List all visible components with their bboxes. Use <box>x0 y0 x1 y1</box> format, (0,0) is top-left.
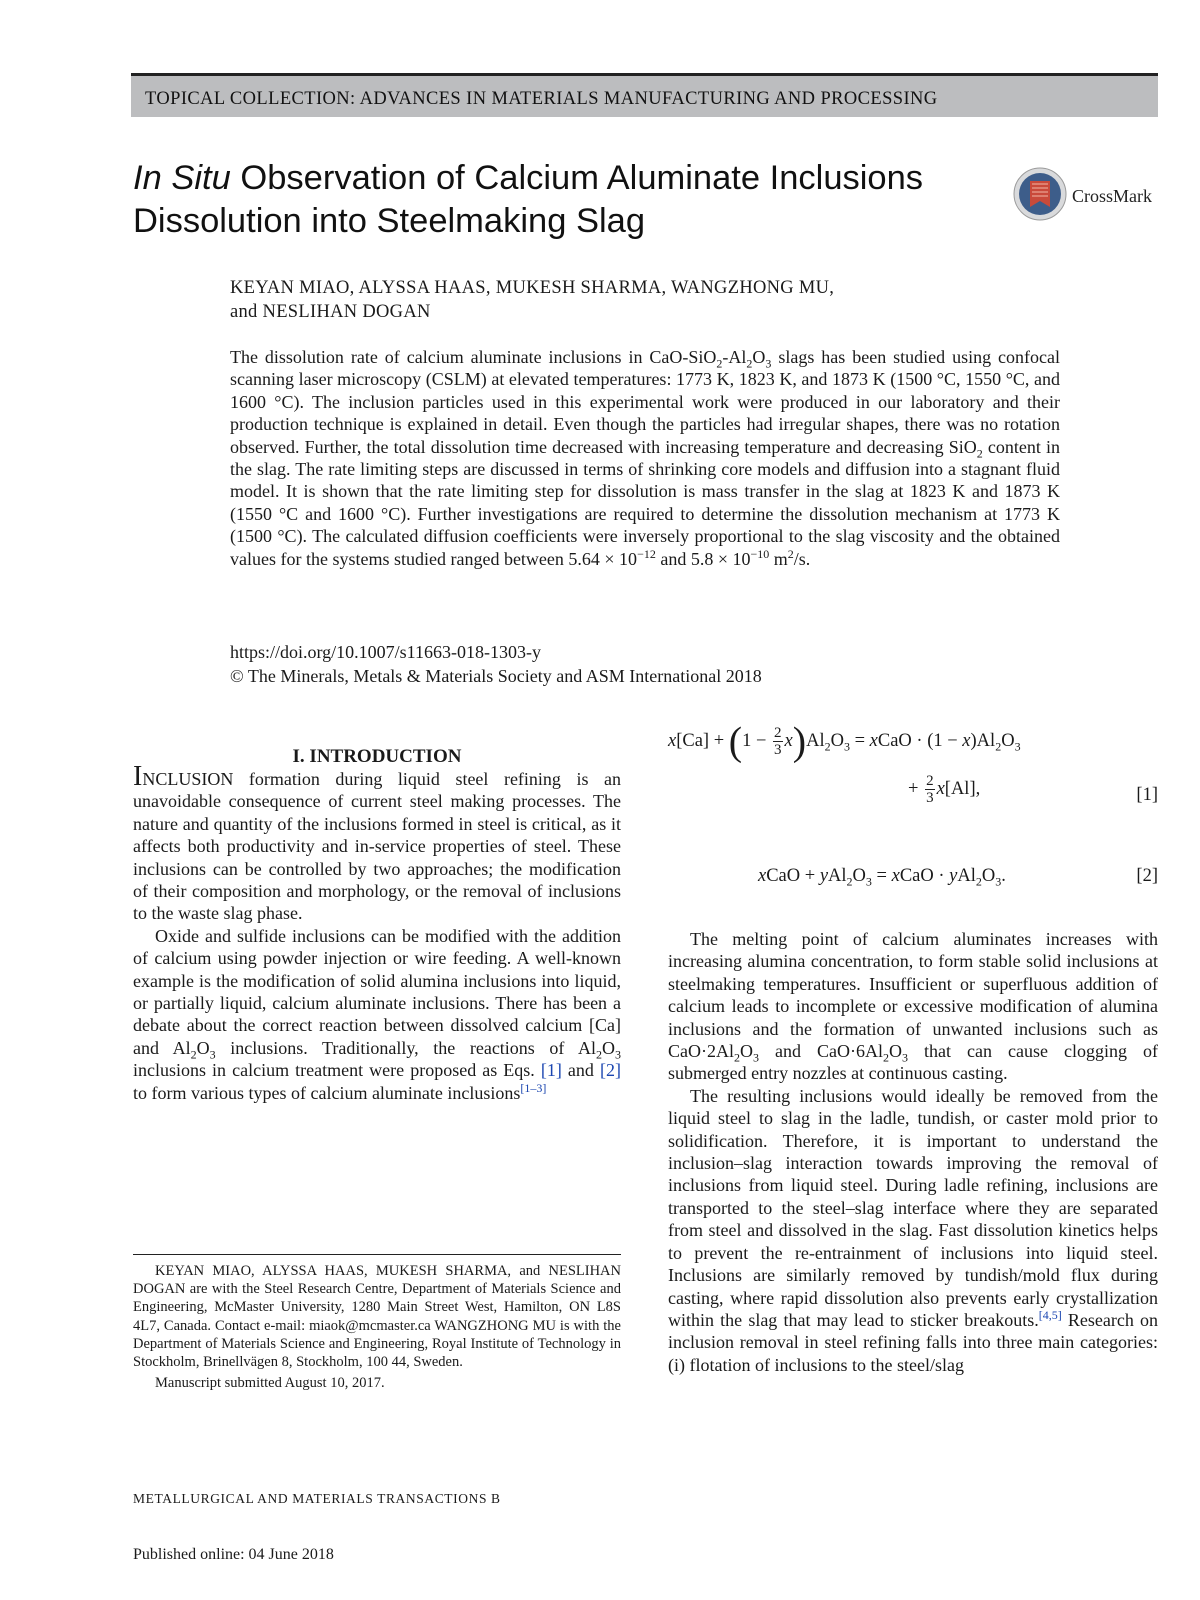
equation-1 <box>668 718 1158 820</box>
subscript: 2 <box>716 356 723 371</box>
section-heading-introduction: I. INTRODUCTION <box>292 746 462 767</box>
paragraph-text: inclusions in calcium treatment were proposed as Eqs. <box>133 1060 541 1081</box>
copyright-notice: © The Minerals, Metals & Materials Society and ASM International 2018 <box>230 666 762 686</box>
paragraph-text: and <box>561 1060 600 1081</box>
equation-2-number: [2] <box>1136 866 1158 886</box>
subscript: 2 <box>883 1050 889 1065</box>
footnote-divider <box>133 1254 621 1255</box>
paragraph-text: O <box>740 1041 753 1062</box>
title-italic: In Situ <box>133 159 231 197</box>
citation-link[interactable]: [1] <box>540 1060 562 1081</box>
paragraph-text: O <box>889 1041 902 1062</box>
manuscript-submitted: Manuscript submitted August 10, 2017. <box>155 1375 385 1392</box>
author-affiliation-footnote <box>133 1262 621 1392</box>
subscript: 3 <box>902 1050 908 1065</box>
paragraph-text: O <box>196 1037 210 1058</box>
equation-1-line1: x[Ca] + (1 − $\frac{2}{3}$ $x)Al_2O_3$ = xCaO · $(1 - x)Al_2O_3$ <box>668 718 1021 764</box>
title-line2: Dissolution into Steelmaking Slag <box>133 202 646 240</box>
superscript: 2 <box>787 546 794 561</box>
topical-collection-label: TOPICAL COLLECTION: ADVANCES IN MATERIALS MANUFACTURING AND PROCESSING <box>145 89 938 109</box>
paragraph-text: and CaO·6Al <box>759 1041 883 1062</box>
drop-cap: I <box>133 761 143 792</box>
equation-2-expression: xCaO + $yAl_2O_3$ = xCaO · $yAl_2O_3$. <box>758 866 1006 889</box>
abstract-text: content in the slag. The rate limiting steps are discussed in terms of shrinking core models and diffusion into a stagnant fluid model. It is shown that the rate limiting step for dissolution is mass transfer in the slag at 1823 K and 1873 K (1550 °C and 1600 °C). Further investigations are required to determine the dissolution mechanism at 1773 K (1500 °C). The calculated diffusion coefficients were inversely proportional to the slag viscosity and the obtained values for the systems studied ranged between 5.64 × 10 <box>230 436 1060 569</box>
paragraph-text: that can cause clogging of submerged entry nozzles at continuous casting. <box>668 1041 1158 1084</box>
crossmark-label: CrossMark <box>1072 186 1152 206</box>
subscript: 2 <box>596 1047 603 1062</box>
subscript: 2 <box>734 1050 740 1065</box>
paragraph-text: O <box>602 1037 616 1058</box>
authors-line2: and NESLIHAN DOGAN <box>230 302 431 322</box>
topical-collection-banner <box>131 73 1158 117</box>
right-paragraph-1 <box>668 928 1158 1085</box>
paragraph-text: to form various types of calcium aluminate inclusions <box>133 1082 521 1103</box>
title-line1: Observation of Calcium Aluminate Inclusions <box>230 159 924 197</box>
superscript: −10 <box>750 546 770 561</box>
superscript: −12 <box>637 546 656 561</box>
small-caps-word: NCLUSION <box>142 769 234 789</box>
paragraph-text: formation during liquid steel refining is an unavoidable consequence of current steel making processes. The nature and quantity of the inclusions formed in steel is critical, as it affects both productivity and in-service properties of steel. These inclusions can be controlled by two approaches; the modification of their composition and morphology, or the removal of inclusions to the waste slag phase. <box>133 769 621 924</box>
abstract <box>230 346 1060 570</box>
intro-paragraph-2 <box>133 925 621 1104</box>
paragraph-text: Research on inclusion removal in steel refining falls into three main categories: (i) flotation of inclusions to the steel/slag <box>668 1309 1158 1375</box>
authors-line1: KEYAN MIAO, ALYSSA HAAS, MUKESH SHARMA, WANGZHONG MU, <box>230 278 835 298</box>
abstract-text: /s. <box>793 548 811 569</box>
subscript: 3 <box>615 1047 622 1062</box>
crossmark-icon <box>1013 167 1067 221</box>
intro-paragraph-1 <box>133 761 621 925</box>
subscript: 3 <box>765 356 772 371</box>
left-column <box>133 761 622 1104</box>
subscript: 2 <box>976 446 983 461</box>
right-paragraph-2 <box>668 1085 1158 1376</box>
equation-1-number: [1] <box>1136 785 1158 805</box>
article-title <box>133 157 993 243</box>
journal-name: METALLURGICAL AND MATERIALS TRANSACTIONS B <box>133 1491 501 1506</box>
doi-link[interactable]: https://doi.org/10.1007/s11663-018-1303-y <box>230 642 542 662</box>
article-meta <box>230 640 762 688</box>
abstract-text: The dissolution rate of calcium aluminate inclusions in CaO-SiO <box>230 347 717 367</box>
subscript: 2 <box>190 1047 197 1062</box>
abstract-text: -Al <box>722 347 747 367</box>
subscript: 3 <box>209 1047 216 1062</box>
author-list <box>230 276 1030 324</box>
subscript: 2 <box>746 356 753 371</box>
affiliation-text: KEYAN MIAO, ALYSSA HAAS, MUKESH SHARMA, and NESLIHAN DOGAN are with the Steel Research Centre, Department of Materials Science and Engineering, McMaster University, 1280 Main Street West, Hamilton, ON L8S 4L7, Canada. Contact e-mail: miaok@mcmaster.ca WANGZHONG MU is with the Department of Materials Science and Engineering, Royal Institute of Technology in Stockholm, Brinellvägen 8, Stockholm, 100 44, Sweden. <box>133 1263 621 1371</box>
paragraph-text: Oxide and sulfide inclusions can be modified with the addition of calcium using powder injection or wire feeding. A well-known example is the modification of solid alumina inclusions into liquid, or partially liquid, calcium aluminate inclusions. There has been a debate about the correct reaction between dissolved calcium [Ca] and Al <box>133 925 621 1058</box>
abstract-text: slags has been studied using confocal scanning laser microscopy (CSLM) at elevated temperatures: 1773 K, 1823 K, and 1873 K (1500 °C, 1550 °C, and 1600 °C). The inclusion particles used in this experimental work were produced in our laboratory and their production technique is explained in detail. Even though the particles had irregular shapes, there was no rotation observed. Further, the total dissolution time decreased with increasing temperature and decreasing SiO <box>230 347 1060 457</box>
paragraph-text: The melting point of calcium aluminates increases with increasing alumina concentration, to form stable solid inclusions at steelmaking temperatures. Insufficient or superfluous addition of calcium leads to incomplete or excessive modification of alumina inclusions and the formation of unwanted inclusions such as CaO·2Al <box>668 929 1158 1062</box>
right-column <box>668 928 1158 1376</box>
published-online-date: Published online: 04 June 2018 <box>133 1546 334 1563</box>
subscript: 3 <box>753 1050 759 1065</box>
abstract-text: O <box>752 347 766 367</box>
citation-link[interactable]: [1–3] <box>520 1080 547 1095</box>
citation-link[interactable]: [4,5] <box>1038 1307 1062 1322</box>
abstract-paragraph <box>230 346 1060 570</box>
abstract-text: m <box>769 548 788 569</box>
paragraph-text: The resulting inclusions would ideally be removed from the liquid steel to slag in the ladle, tundish, or caster mold prior to solidification. Therefore, it is important to understand the inclusion–slag interaction towards improving the removal of inclusions from liquid steel. During ladle refining, inclusions are transported to the steel–slag interface where they are separated from steel and dissolved in the slag. Fast dissolution kinetics helps to prevent the re-entrainment of inclusions into liquid steel. Inclusions are similarly removed by tundish/mold flux during casting, where rapid dissolution also prevents early crystallization within the slag that may lead to sticker breakouts. <box>668 1085 1158 1330</box>
abstract-text: and 5.8 × 10 <box>655 548 751 569</box>
equation-1-line2: + $\frac{2}{3}$ x[Al], <box>908 773 981 806</box>
equation-2 <box>668 866 1158 892</box>
crossmark-badge[interactable] <box>1013 167 1163 227</box>
citation-link[interactable]: [2] <box>599 1060 621 1081</box>
paragraph-text: inclusions. Traditionally, the reactions of Al <box>215 1037 597 1058</box>
